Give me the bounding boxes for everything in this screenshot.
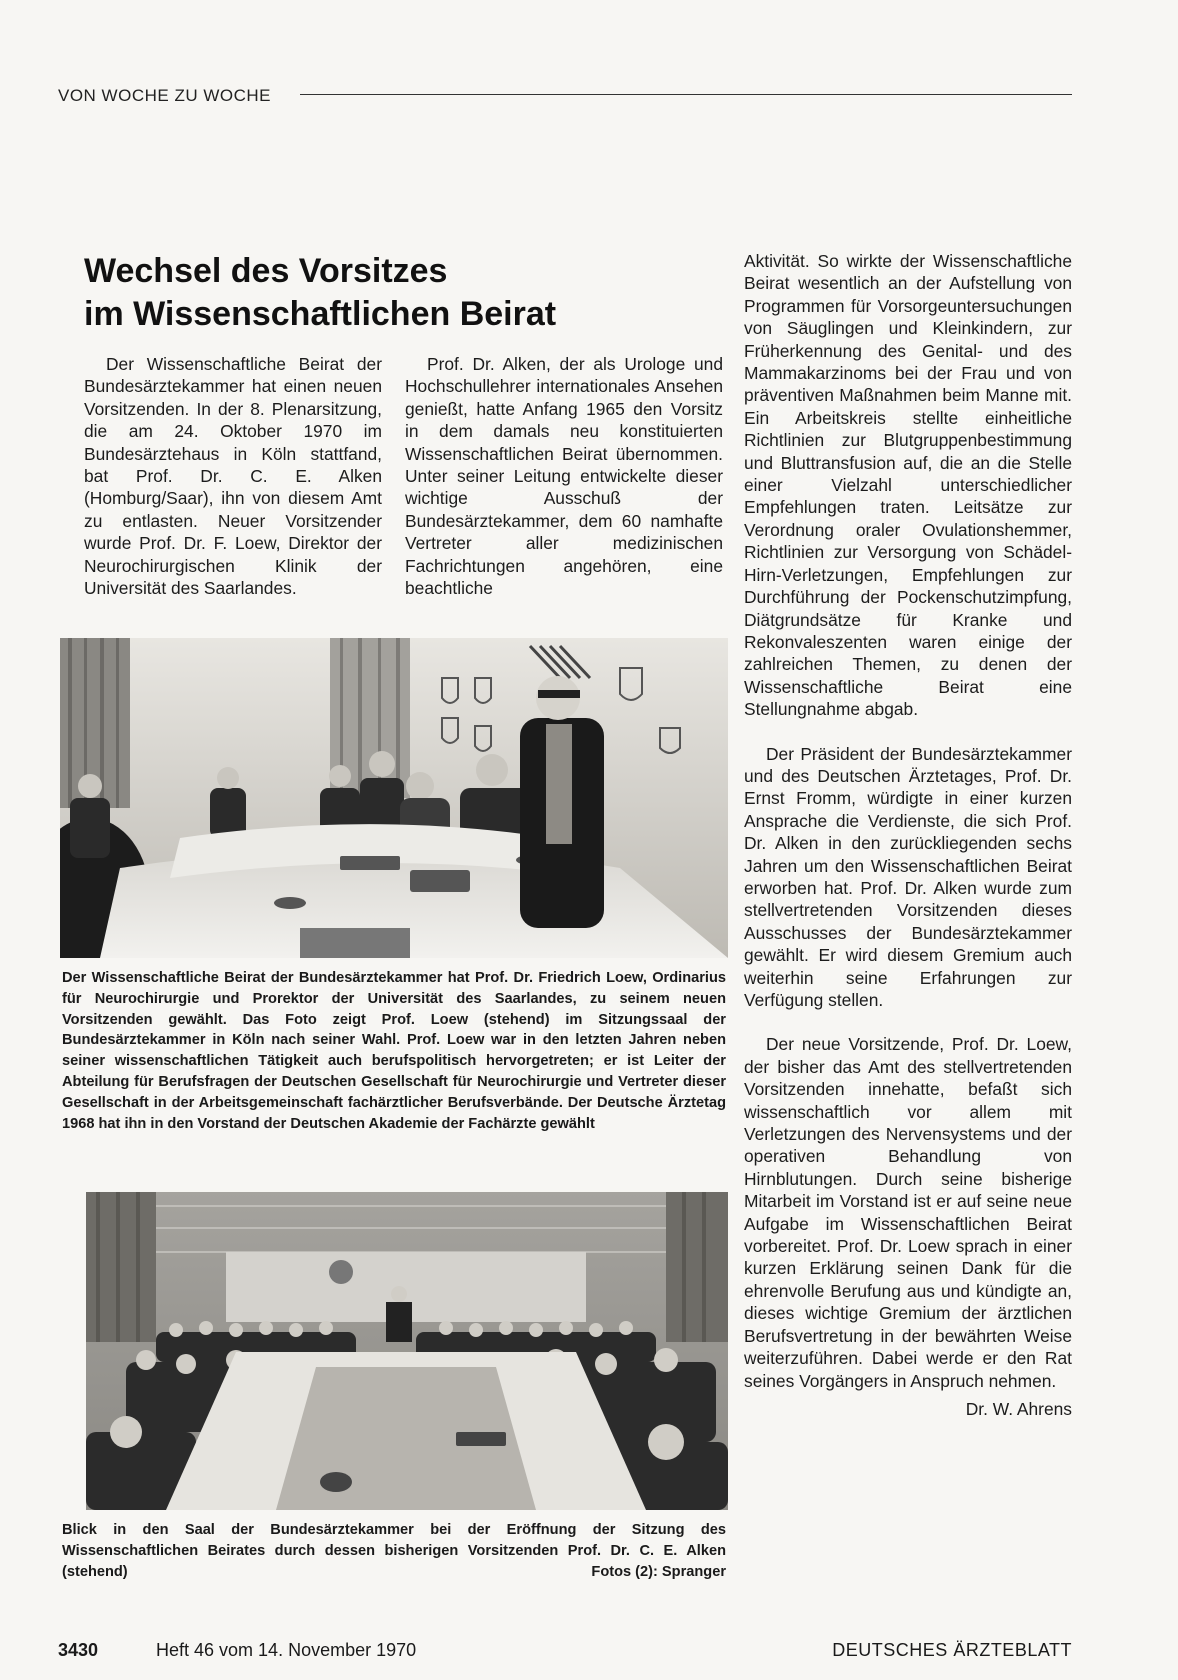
author-signature: Dr. W. Ahrens <box>965 1398 1072 1419</box>
meeting-photo-loew <box>60 638 728 958</box>
paragraph: Der neue Vorsitzende, Prof. Dr. Loew, der bisher das Amt des stellvertretenden Vorsitzenden innehatte, befaßt sich wissenschaftlich vor allem mit Verletzungen des Nervensystems und der operativen Behandlung von Hirnblutungen. Durch seine bisherige Mitarbeit im Vorstand ist er auf seine neue Aufgabe im Wissenschaftlichen Beirat vorbereitet. Prof. Dr. Loew sprach in einer kurzen Erklärung seinen Dank für die ehrenvolle Berufung aus und kündigte an, dieses wichtige Gremium der ärztlichen Berufsvertretung in der bewährten Weise weiterzuführen. Dabei werde er den Rat seines Vorgängers in Anspruch nehmen. <box>744 1034 1072 1391</box>
issue-info: Heft 46 vom 14. November 1970 <box>156 1640 417 1660</box>
meeting-hall-photo <box>86 1192 728 1510</box>
paragraph: Der Wissenschaftliche Beirat der Bundesärztekammer hat einen neuen Vorsitzenden. In der 8. Plenarsitzung, die am 24. Oktober 1970 im Bundesärztehaus in Köln stattfand, bat Prof. Dr. C. E. Alken (Homburg/Saar), ihn von diesem Amt zu entlasten. Neuer Vorsitzender wurde Prof. Dr. F. Loew, Direktor der Neurochirurgischen Klinik der Universität des Saarlandes. <box>84 354 382 599</box>
paragraph: Aktivität. So wirkte der Wissenschaftliche Beirat wesentlich an der Aufstellung von Programmen für Vorsorgeuntersuchungen von Säuglingen und Kleinkindern, zur Früherkennung des Genital- und des Mammakarzinoms bei der Frau und von präventiven Maßnahmen beim Manne mit. Ein Arbeitskreis stellte einheitliche Richtlinien zur Blutgruppenbestimmung und Bluttransfusion auf, die an die Stelle einer Vielzahl unterschiedlicher Empfehlungen traten. Leitsätze zur Verordnung oraler Ovulationshemmer, Richtlinien zur Versorgung von Schädel-Hirn-Verletzungen, Empfehlungen zur Durchführung der Pockenschutzimpfung, Diätgrundsätze für Kranke und Rekonvaleszenten waren einige der zahlreichen Themen, zu denen der Wissenschaftliche Beirat eine Stellungnahme abgab. <box>744 251 1072 720</box>
headline-line-1: Wechsel des Vorsitzes <box>84 252 448 290</box>
page-number: 3430 <box>58 1640 99 1660</box>
article-headline <box>84 250 704 336</box>
paragraph: Prof. Dr. Alken, der als Urologe und Hochschullehrer internationales Ansehen genießt, hatte Anfang 1965 den Vorsitz in dem damals neu konstituierten Wissenschaftlichen Beirat übernommen. Unter seiner Leitung entwickelte dieser wichtige Ausschuß der Bundesärztekammer, dem 60 namhafte Vertreter aller medizinischen Fachrichtungen angehören, eine beachtliche <box>405 354 723 599</box>
article-column-3 <box>744 250 1072 1420</box>
article-column-1 <box>84 353 382 621</box>
section-header: VON WOCHE ZU WOCHE <box>58 86 271 105</box>
headline-line-2: im Wissenschaftlichen Beirat <box>84 295 557 333</box>
header-rule <box>300 94 1072 95</box>
paragraph: Der Präsident der Bundesärztekammer und des Deutschen Ärztetages, Prof. Dr. Ernst Fromm, würdigte in einer kurzen Ansprache die Verdienste, die sich Prof. Dr. Alken in den zurückliegenden sechs Jahren um den Wissenschaftlichen Beirat erworben hat. Prof. Dr. Alken wurde zum stellvertretenden Vorsitzenden dieses Ausschusses der Bundesärztekammer gewählt. Er wird diesem Gremium auch weiterhin seine Erfahrungen zur Verfügung stellen. <box>744 743 1072 1010</box>
photo-2-caption <box>62 1520 726 1582</box>
journal-name: DEUTSCHES ÄRZTEBLATT <box>832 1640 1072 1660</box>
article-column-2 <box>405 353 723 621</box>
photo-credit: Fotos (2): Spranger <box>591 1563 726 1580</box>
photo-2-caption-text: Blick in den Saal der Bundesärztekammer bei der Eröffnung der Sitzung des Wissenschaftlichen Beirates durch dessen bisherigen Vorsitzenden Prof. Dr. C. E. Alken (stehend) <box>62 1522 726 1580</box>
photo-1-caption: Der Wissenschaftliche Beirat der Bundesärztekammer hat Prof. Dr. Friedrich Loew, Ordinarius für Neurochirurgie und Prorektor der Universität des Saarlandes, zu seinem neuen Vorsitzenden gewählt. Das Foto zeigt Prof. Loew (stehend) im Sitzungssaal der Bundesärztekammer in Köln nach seiner Wahl. Prof. Loew war in den letzten Jahren neben seiner wissenschaftlichen Tätigkeit auch berufspolitisch hervorgetreten; er ist Leiter der Abteilung für Berufsfragen der Deutschen Gesellschaft für Neurochirurgie und Vertreter dieser Gesellschaft in der Arbeitsgemeinschaft fachärztlicher Berufsverbände. Der Deutsche Ärztetag 1968 hat ihn in den Vorstand der Deutschen Akademie der Fachärzte gewählt <box>62 970 726 1132</box>
